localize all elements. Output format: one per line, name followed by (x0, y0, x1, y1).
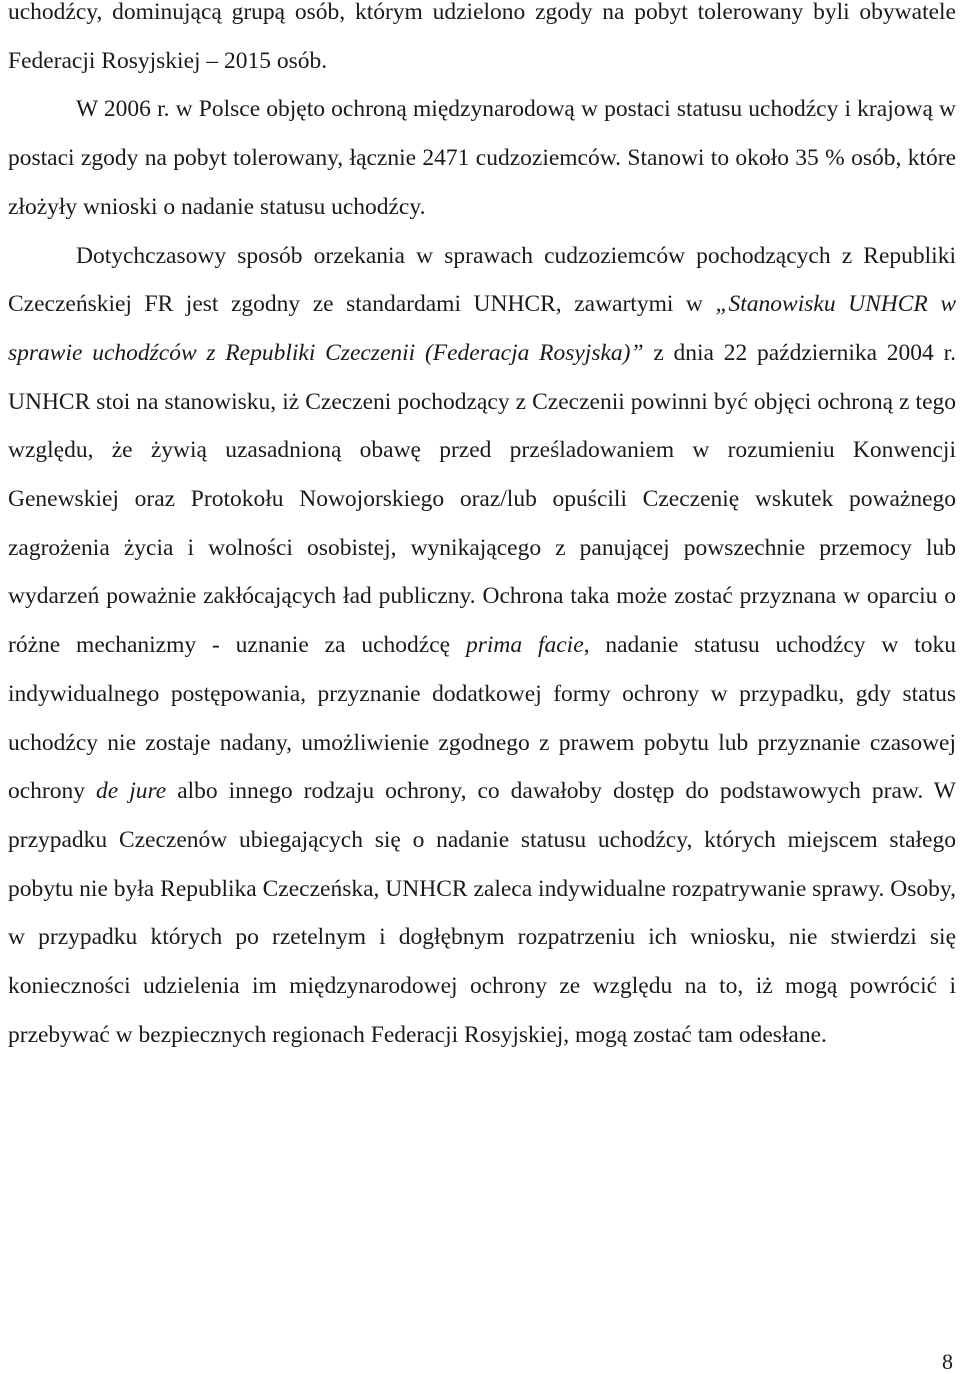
paragraph-1 (8, 0, 956, 85)
paragraph-3-text-4: albo innego rodzaju ochrony, co dawałoby dostęp do podstawowych praw. W przypadku Czeczenów ubiegających się o nadanie statusu uchodźcy, których miejscem stałego pobytu nie była Republika Czeczeńska, UNHCR zaleca indywidualne rozpatrywanie sprawy. Osoby, w przypadku których po rzetelnym i dogłębnym rozpatrzeniu ich wniosku, nie stwierdzi się konieczności udzielenia im międzynarodowej ochrony ze względu na to, iż mogą powrócić i przebywać w bezpiecznych regionach Federacji Rosyjskiej, mogą zostać tam odesłane. (8, 778, 956, 1048)
page-number: 8 (942, 1349, 953, 1374)
cited-document-title: „Stanowisku UNHCR w sprawie uchodźców z Republiki Czeczenii (Federacja Rosyjska)” (8, 291, 956, 366)
paragraph-2 (8, 85, 956, 231)
paragraph-3-text-2: z dnia 22 października 2004 r. UNHCR stoi na stanowisku, iż Czeczeni pochodzący z Czeczenii powinni być objęci ochroną z tego względu, że żywią uzasadnioną obawę przed prześladowaniem w rozumieniu Konwencji Genewskiej oraz Protokołu Nowojorskiego oraz/lub opuścili Czeczenię wskutek poważnego zagrożenia życia i wolności osobistej, wynikającego z panującej powszechnie przemocy lub wydarzeń poważnie zakłócających ład publiczny. Ochrona taka może zostać przyznana w oparciu o różne mechanizmy - uznanie za uchodźcę (8, 339, 956, 659)
paragraph-3 (8, 232, 956, 1060)
paragraph-3-text-3: , nadanie statusu uchodźcy w toku indywidualnego postępowania, przyznanie dodatkowej formy ochrony w przypadku, gdy status uchodźcy nie zostaje nadany, umożliwienie zgodnego z prawem pobytu lub przyznanie czasowej ochrony (8, 632, 956, 805)
latin-term-prima-facie: prima facie (465, 632, 584, 659)
paragraph-1-text: uchodźcy, dominującą grupą osób, którym udzielono zgody na pobyt tolerowany byli obywatele Federacji Rosyjskiej – 2015 osób. (8, 0, 956, 74)
latin-term-de-jure: de jure (96, 778, 167, 805)
paragraph-2-text: W 2006 r. w Polsce objęto ochroną międzynarodową w postaci statusu uchodźcy i krajową w postaci zgody na pobyt tolerowany, łącznie 2471 cudzoziemców. Stanowi to około 35 % osób, które złożyły wnioski o nadanie statusu uchodźcy. (8, 96, 956, 220)
paragraph-3-text-1: Dotychczasowy sposób orzekania w sprawach cudzoziemców pochodzących z Republiki Czeczeńskiej FR jest zgodny ze standardami UNHCR, zawartymi w (8, 242, 956, 318)
document-page (8, 0, 956, 1059)
